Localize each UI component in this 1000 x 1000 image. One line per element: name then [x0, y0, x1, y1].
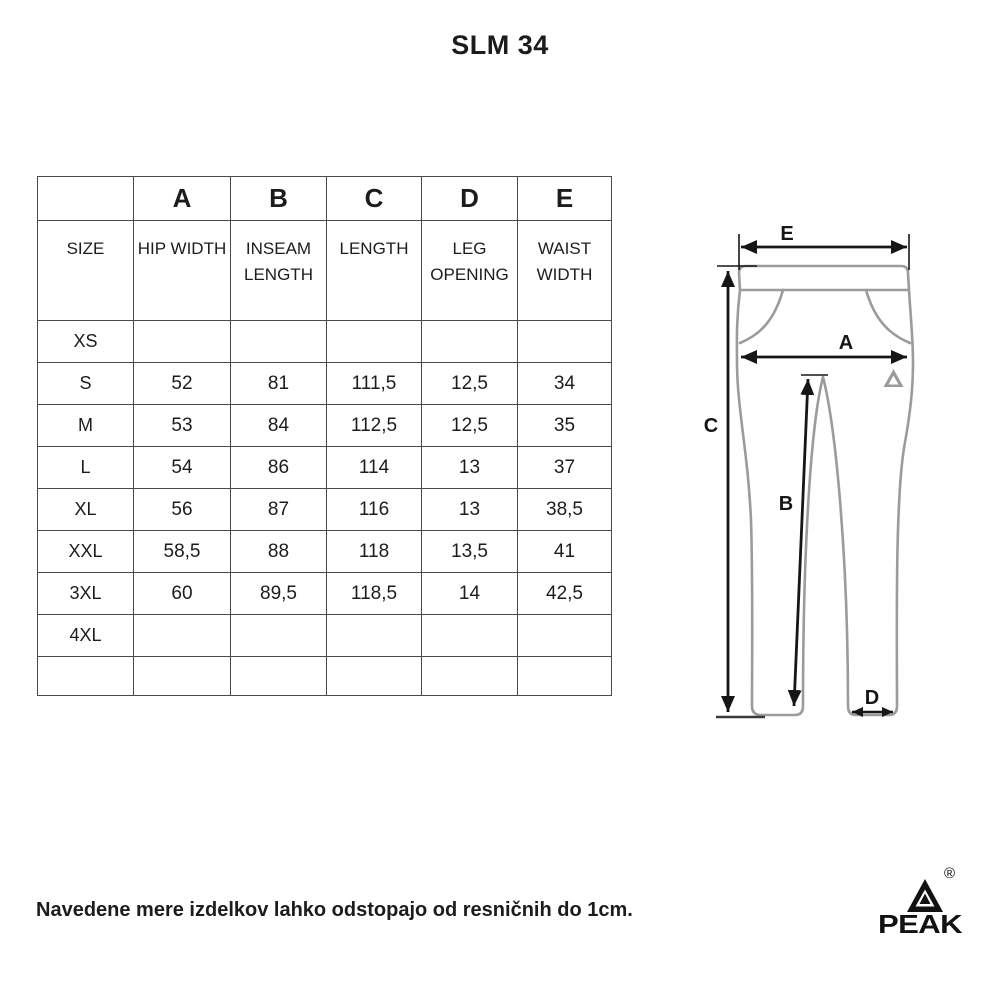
- value-cell: 13,5: [422, 531, 518, 573]
- value-cell: 42,5: [518, 573, 612, 615]
- peak-wordmark: PEAK: [878, 909, 963, 939]
- value-cell: 112,5: [327, 405, 422, 447]
- column-label-leg-opening: LEG OPENING: [422, 221, 518, 321]
- value-cell: 84: [231, 405, 327, 447]
- table-row-xxl: [38, 531, 612, 573]
- value-cell: 38,5: [518, 489, 612, 531]
- pants-left-pocket: [740, 290, 783, 343]
- column-label-inseam-length: INSEAM LENGTH: [231, 221, 327, 321]
- value-cell: 56: [134, 489, 231, 531]
- table-row-empty: [38, 657, 612, 696]
- value-cell: 52: [134, 363, 231, 405]
- value-cell: 34: [518, 363, 612, 405]
- table-row-s: [38, 363, 612, 405]
- value-cell: [231, 615, 327, 657]
- value-cell: 118,5: [327, 573, 422, 615]
- value-cell: [134, 615, 231, 657]
- column-label-length: LENGTH: [327, 221, 422, 321]
- size-cell: S: [38, 363, 134, 405]
- measure-letter-b: B: [231, 177, 327, 221]
- size-cell: [38, 657, 134, 696]
- value-cell: 13: [422, 447, 518, 489]
- value-cell: 60: [134, 573, 231, 615]
- pants-brand-triangle-icon: [884, 369, 904, 387]
- value-cell: [422, 321, 518, 363]
- value-cell: 89,5: [231, 573, 327, 615]
- pants-right-pocket: [866, 290, 910, 343]
- value-cell: 111,5: [327, 363, 422, 405]
- value-cell: 54: [134, 447, 231, 489]
- label-e: E: [780, 223, 794, 245]
- table-row-m: [38, 405, 612, 447]
- value-cell: 81: [231, 363, 327, 405]
- measurement-labels: [704, 223, 879, 709]
- measure-letter-d: D: [422, 177, 518, 221]
- label-a: A: [838, 332, 854, 354]
- value-cell: 35: [518, 405, 612, 447]
- page-title: SLM 34: [451, 30, 549, 60]
- value-cell: 118: [327, 531, 422, 573]
- value-cell: [327, 657, 422, 696]
- value-cell: [134, 657, 231, 696]
- value-cell: [518, 321, 612, 363]
- value-cell: 53: [134, 405, 231, 447]
- measure-letter-a: A: [134, 177, 231, 221]
- table-row-4xl: [38, 615, 612, 657]
- value-cell: 14: [422, 573, 518, 615]
- size-cell: XS: [38, 321, 134, 363]
- value-cell: 114: [327, 447, 422, 489]
- value-cell: [231, 657, 327, 696]
- registered-mark: ®: [944, 865, 956, 882]
- value-cell: 116: [327, 489, 422, 531]
- value-cell: 86: [231, 447, 327, 489]
- value-cell: [422, 657, 518, 696]
- value-cell: [134, 321, 231, 363]
- size-cell: XXL: [38, 531, 134, 573]
- label-c: C: [703, 415, 719, 437]
- table-row-3xl: [38, 573, 612, 615]
- value-cell: 37: [518, 447, 612, 489]
- value-cell: 13: [422, 489, 518, 531]
- size-cell: M: [38, 405, 134, 447]
- pants-body: [737, 290, 913, 715]
- measure-letter-e: E: [518, 177, 612, 221]
- size-cell: 4XL: [38, 615, 134, 657]
- table-row-xl: [38, 489, 612, 531]
- value-cell: [422, 615, 518, 657]
- value-cell: [518, 615, 612, 657]
- size-cell: XL: [38, 489, 134, 531]
- measure-letter-c: C: [327, 177, 422, 221]
- tolerance-note: Navedene mere izdelkov lahko odstopajo od resničnih do 1cm.: [36, 899, 633, 921]
- label-d: D: [864, 687, 880, 709]
- value-cell: 58,5: [134, 531, 231, 573]
- table-row-l: [38, 447, 612, 489]
- column-label-size: SIZE: [38, 221, 134, 321]
- pants-waistband: [739, 266, 909, 290]
- measure-letter-row: [38, 177, 612, 221]
- measurement-arrows: [716, 234, 909, 717]
- value-cell: [518, 657, 612, 696]
- size-cell: L: [38, 447, 134, 489]
- size-cell: 3XL: [38, 573, 134, 615]
- value-cell: 87: [231, 489, 327, 531]
- value-cell: 12,5: [422, 363, 518, 405]
- size-chart-table: [37, 176, 612, 696]
- value-cell: [231, 321, 327, 363]
- value-cell: 41: [518, 531, 612, 573]
- value-cell: 12,5: [422, 405, 518, 447]
- column-label-waist-width: WAIST WIDTH: [518, 221, 612, 321]
- corner-cell: [38, 177, 134, 221]
- value-cell: 88: [231, 531, 327, 573]
- column-label-hip-width: HIP WIDTH: [134, 221, 231, 321]
- column-label-row: [38, 221, 612, 321]
- value-cell: [327, 321, 422, 363]
- peak-triangle-icon: [907, 879, 943, 912]
- table-row-xs: [38, 321, 612, 363]
- pants-measurement-diagram: [680, 220, 980, 740]
- value-cell: [327, 615, 422, 657]
- pants-outline: [737, 266, 913, 715]
- peak-logo: [876, 860, 976, 944]
- label-b: B: [778, 493, 794, 515]
